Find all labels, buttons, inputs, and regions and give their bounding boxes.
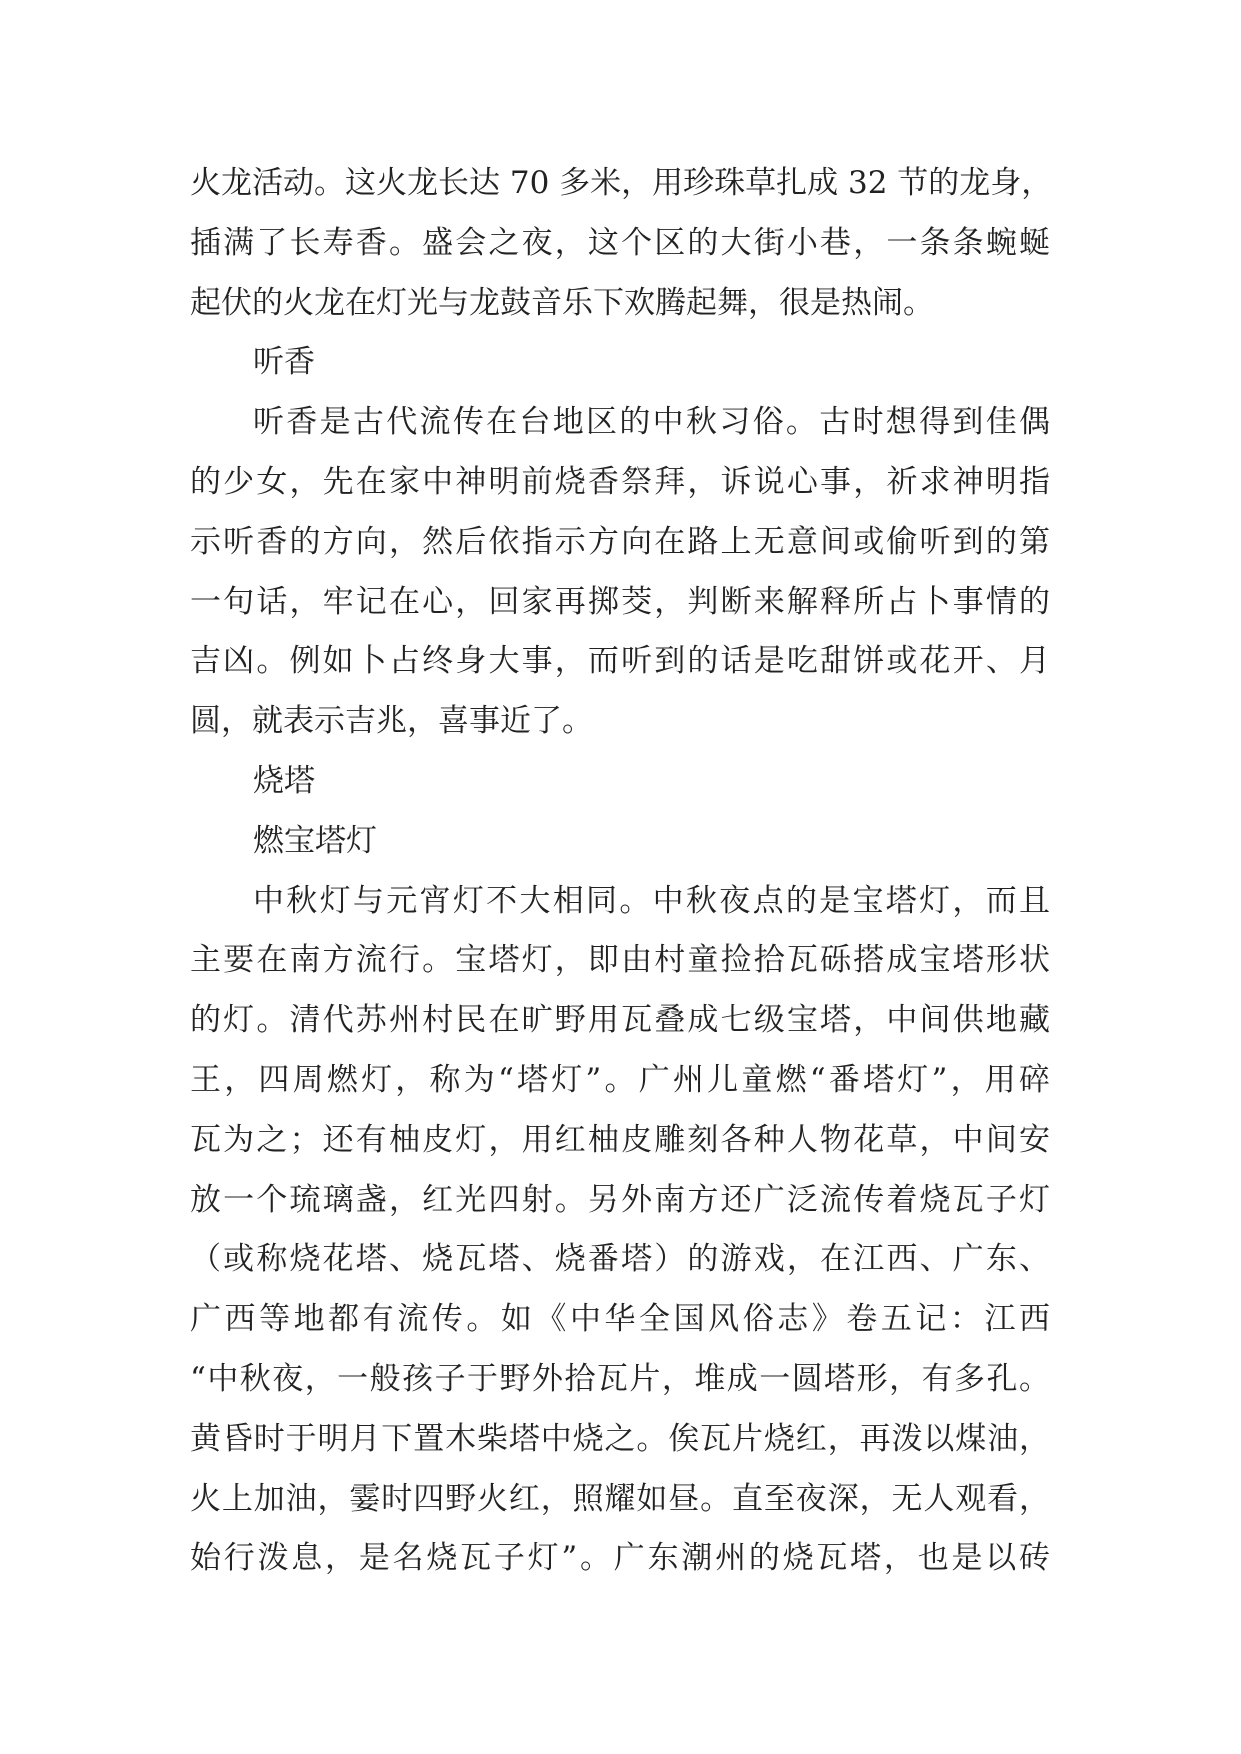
text-line: 黄昏时于明月下置木柴塔中烧之。俟瓦片烧红，再泼以煤油， bbox=[190, 1420, 1050, 1457]
text-line: 的灯。清代苏州村民在旷野用瓦叠成七级宝塔，中间供地藏 bbox=[190, 1002, 1050, 1039]
text-line: 广西等地都有流传。如《中华全国风俗志》卷五记：江西 bbox=[190, 1301, 1050, 1338]
text-line: 圆，就表示吉兆，喜事近了。 bbox=[190, 703, 593, 740]
text-line: （或称烧花塔、烧瓦塔、烧番塔）的游戏，在江西、广东、 bbox=[190, 1241, 1050, 1278]
text-line: 一句话，牢记在心，回家再掷茭，判断来解释所占卜事情的 bbox=[190, 583, 1050, 620]
text-line: 始行泼息，是名烧瓦子灯”。广东潮州的烧瓦塔，也是以砖 bbox=[190, 1540, 1050, 1577]
text-line: 火上加油，霎时四野火红，照耀如昼。直至夜深，无人观看， bbox=[190, 1480, 1050, 1517]
text-line: 瓦为之；还有柚皮灯，用红柚皮雕刻各种人物花草，中间安 bbox=[190, 1121, 1050, 1158]
text-line: 听香 bbox=[253, 344, 315, 381]
text-line: 放一个琉璃盏，红光四射。另外南方还广泛流传着烧瓦子灯 bbox=[190, 1181, 1050, 1218]
text-line: 火龙活动。这火龙长达 70 多米，用珍珠草扎成 32 节的龙身， bbox=[190, 165, 1053, 201]
text-line: 王，四周燃灯，称为“塔灯”。广州儿童燃“番塔灯”，用碎 bbox=[190, 1061, 1050, 1098]
text-line: 听香是古代流传在台地区的中秋习俗。古时想得到佳偶 bbox=[253, 404, 1050, 441]
text-line: 的少女，先在家中神明前烧香祭拜，诉说心事，祈求神明指 bbox=[190, 463, 1050, 500]
text-line: 主要在南方流行。宝塔灯，即由村童捡拾瓦砾搭成宝塔形状 bbox=[190, 942, 1050, 979]
text-line: 烧塔 bbox=[253, 762, 315, 799]
text-line: 中秋灯与元宵灯不大相同。中秋夜点的是宝塔灯，而且 bbox=[253, 882, 1050, 919]
text-line: 插满了长寿香。盛会之夜，这个区的大街小巷，一条条蜿蜒 bbox=[190, 224, 1050, 261]
text-line: 吉凶。例如卜占终身大事，而听到的话是吃甜饼或花开、月 bbox=[190, 643, 1050, 680]
text-line: 起伏的火龙在灯光与龙鼓音乐下欢腾起舞，很是热闹。 bbox=[190, 284, 934, 321]
text-line: 示听香的方向，然后依指示方向在路上无意间或偷听到的第 bbox=[190, 523, 1050, 560]
text-line: 燃宝塔灯 bbox=[253, 822, 377, 859]
text-line: “中秋夜，一般孩子于野外拾瓦片，堆成一圆塔形，有多孔。 bbox=[190, 1360, 1050, 1397]
body-text bbox=[190, 154, 1053, 1589]
